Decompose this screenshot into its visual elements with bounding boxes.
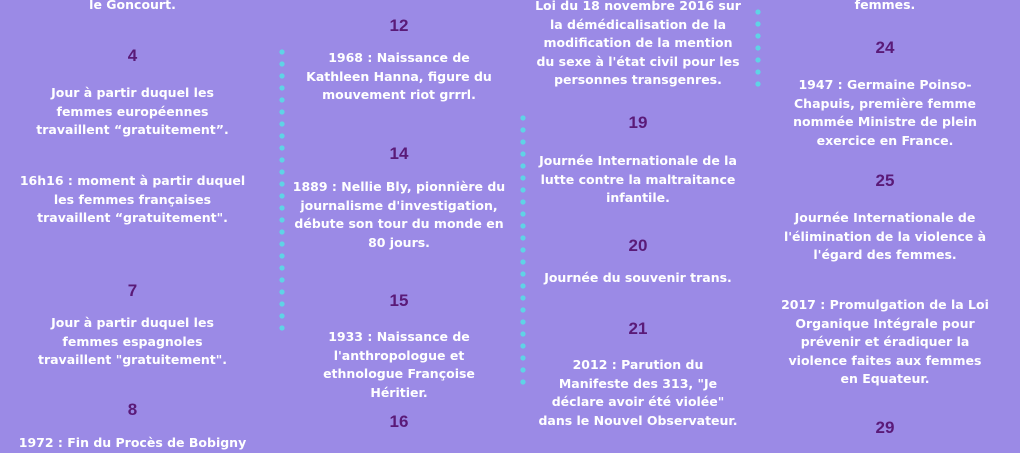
column-3 bbox=[533, 0, 743, 450]
dotted-divider bbox=[279, 46, 285, 332]
entry-text: Journée Internationale de la lutte contre la maltraitance infantile. bbox=[539, 153, 737, 205]
day-number: 16 bbox=[389, 412, 409, 431]
entry-text: 1933 : Naissance de l'anthropologue et ethnologue Françoise Héritier. bbox=[323, 329, 475, 400]
entry-text: Journée du souvenir trans. bbox=[544, 270, 732, 285]
day-number: 24 bbox=[875, 38, 895, 57]
dotted-divider bbox=[520, 112, 526, 390]
day-number: 15 bbox=[389, 291, 409, 310]
day-number: 19 bbox=[628, 113, 648, 132]
day-number: 25 bbox=[875, 171, 895, 190]
day-number: 14 bbox=[389, 144, 409, 163]
entry-text: Jour à partir duquel les femmes espagnoles travaillent "gratuitement". bbox=[37, 315, 228, 367]
day-number: 12 bbox=[389, 16, 409, 35]
day-number: 29 bbox=[875, 418, 895, 437]
entry-text: Jour à partir duquel les femmes européennes travaillent “gratuitement”. bbox=[36, 85, 229, 137]
entry-text: Loi du 18 novembre 2016 sur la démédicalisation de la modification de la mention du sexe à l'état civil pour les personnes transgenres. bbox=[535, 0, 741, 87]
entry-text: 1947 : Germaine Poinso-Chapuis, première femme nommée Ministre de plein exercice en France. bbox=[793, 77, 977, 148]
column-2 bbox=[292, 0, 506, 450]
entry-text: 2017 : Promulgation de la Loi Organique Intégrale pour prévenir et éradiquer la violence faites aux femmes en Equateur. bbox=[781, 297, 989, 386]
column-4 bbox=[776, 0, 994, 450]
entry-text: 2012 : Parution du Manifeste des 313, "Je déclare avoir été violée" dans le Nouvel Observateur. bbox=[538, 357, 738, 428]
day-number: 4 bbox=[127, 46, 138, 65]
day-number: 20 bbox=[628, 236, 648, 255]
day-number: 21 bbox=[628, 319, 648, 338]
entry-text: le Goncourt. bbox=[89, 0, 176, 12]
entry-text: 1972 : Fin du Procès de Bobigny bbox=[18, 435, 247, 450]
entry-text: 1968 : Naissance de Kathleen Hanna, figure du mouvement riot grrrl. bbox=[306, 50, 492, 102]
day-number: 7 bbox=[127, 281, 138, 300]
dotted-divider bbox=[755, 6, 761, 88]
entry-text: 16h16 : moment à partir duquel les femmes françaises travaillent “gratuitement". bbox=[19, 173, 246, 225]
day-number: 8 bbox=[127, 400, 138, 419]
entry-text: Journée Internationale de l'élimination de la violence à l'égard des femmes. bbox=[783, 210, 987, 262]
entry-text: femmes. bbox=[854, 0, 916, 12]
column-1 bbox=[10, 0, 255, 450]
entry-text: 1889 : Nellie Bly, pionnière du journalisme d'investigation, débute son tour du monde en 80 jours. bbox=[292, 179, 506, 250]
